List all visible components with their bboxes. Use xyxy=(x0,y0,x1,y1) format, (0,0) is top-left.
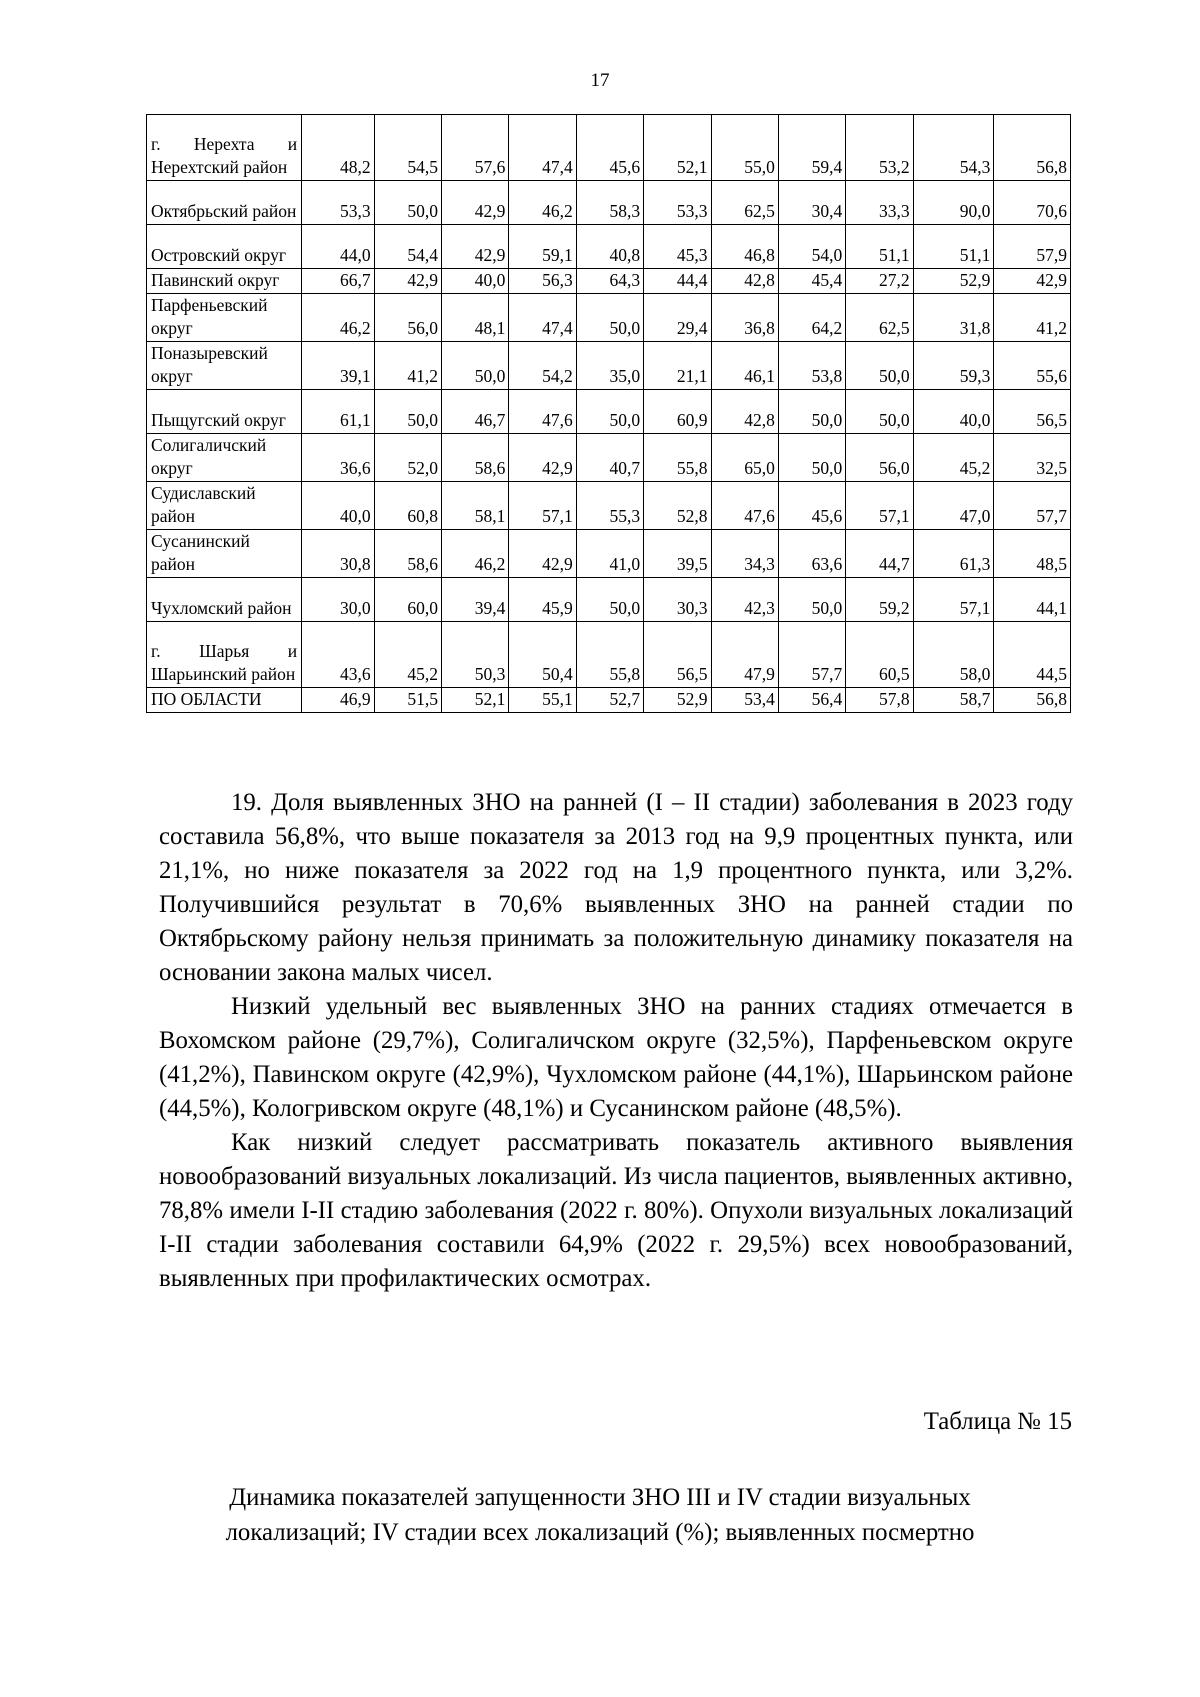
cell-value: 42,9 xyxy=(509,530,576,578)
cell-value: 55,8 xyxy=(576,622,643,688)
row-name: г. Нерехта и Нерехтский район xyxy=(147,115,302,181)
cell-value: 40,7 xyxy=(576,434,643,482)
cell-value: 48,1 xyxy=(442,294,509,342)
cell-value: 52,9 xyxy=(644,688,711,713)
cell-value: 41,0 xyxy=(576,530,643,578)
cell-value: 50,0 xyxy=(778,390,845,434)
table-row xyxy=(147,390,1071,434)
cell-value: 44,4 xyxy=(644,269,711,294)
cell-value: 51,1 xyxy=(846,225,913,269)
row-name: Поназыревский округ xyxy=(147,342,302,390)
cell-value: 44,0 xyxy=(302,225,374,269)
cell-value: 46,2 xyxy=(302,294,374,342)
cell-value: 47,4 xyxy=(509,294,576,342)
cell-value: 52,8 xyxy=(644,482,711,530)
cell-value: 56,5 xyxy=(994,390,1071,434)
cell-value: 50,0 xyxy=(778,434,845,482)
paragraph-low-share: Низкий удельный вес выявленных ЗНО на ранних стадиях отмечается в Вохомском районе (29,7%), Солигаличском округе (32,5%), Парфеньевском округе (41,2%), Павинском округе (42,9%), Чухломском районе (44,1%), Шарьинском районе (44,5%), Кологривском округе (48,1%) и Сусанинском районе (48,5%). xyxy=(159,993,1073,1122)
cell-value: 57,8 xyxy=(846,688,913,713)
cell-value: 52,1 xyxy=(442,688,509,713)
cell-value: 50,0 xyxy=(576,578,643,622)
cell-value: 61,3 xyxy=(913,530,994,578)
row-name: Чухломский район xyxy=(147,578,302,622)
cell-value: 53,4 xyxy=(711,688,778,713)
cell-value: 48,5 xyxy=(994,530,1071,578)
cell-value: 50,0 xyxy=(576,390,643,434)
table-row xyxy=(147,578,1071,622)
cell-value: 45,9 xyxy=(509,578,576,622)
cell-value: 56,0 xyxy=(846,434,913,482)
cell-value: 64,3 xyxy=(576,269,643,294)
cell-value: 40,0 xyxy=(442,269,509,294)
row-name: Парфеньевский округ xyxy=(147,294,302,342)
table-title-line: локализаций; IV стадии всех локализаций (%); выявленных посмертно xyxy=(225,1519,975,1546)
cell-value: 41,2 xyxy=(374,342,441,390)
cell-value: 45,4 xyxy=(778,269,845,294)
cell-value: 59,4 xyxy=(778,115,845,181)
cell-value: 56,8 xyxy=(994,115,1071,181)
cell-value: 21,1 xyxy=(644,342,711,390)
cell-value: 62,5 xyxy=(711,181,778,225)
cell-value: 64,2 xyxy=(778,294,845,342)
cell-value: 46,7 xyxy=(442,390,509,434)
cell-value: 52,7 xyxy=(576,688,643,713)
cell-value: 41,2 xyxy=(994,294,1071,342)
cell-value: 34,3 xyxy=(711,530,778,578)
cell-value: 35,0 xyxy=(576,342,643,390)
cell-value: 45,2 xyxy=(374,622,441,688)
cell-value: 65,0 xyxy=(711,434,778,482)
cell-value: 36,6 xyxy=(302,434,374,482)
cell-value: 58,7 xyxy=(913,688,994,713)
row-name: г. Шарья и Шарьинский район xyxy=(147,622,302,688)
table-row xyxy=(147,225,1071,269)
table-row xyxy=(147,342,1071,390)
cell-value: 43,6 xyxy=(302,622,374,688)
cell-value: 42,9 xyxy=(374,269,441,294)
cell-value: 50,0 xyxy=(778,578,845,622)
row-name: Островский округ xyxy=(147,225,302,269)
cell-value: 50,0 xyxy=(442,342,509,390)
cell-value: 53,2 xyxy=(846,115,913,181)
cell-value: 45,3 xyxy=(644,225,711,269)
table-row xyxy=(147,530,1071,578)
cell-value: 57,7 xyxy=(778,622,845,688)
cell-value: 44,1 xyxy=(994,578,1071,622)
cell-value: 54,4 xyxy=(374,225,441,269)
cell-value: 30,8 xyxy=(302,530,374,578)
paragraph-visual-localizations: Как низкий следует рассматривать показатель активного выявления новообразований визуальных локализаций. Из числа пациентов, выявленных активно, 78,8% имели I-II стадию заболевания (2022 г. 80%). Опухоли визуальных локализаций I-II стадии заболевания составили 64,9% (2022 г. 29,5%) всех новообразований, выявленных при профилактических осмотрах. xyxy=(159,1129,1073,1292)
row-name: Октябрьский район xyxy=(147,181,302,225)
row-name: Судиславский район xyxy=(147,482,302,530)
cell-value: 31,8 xyxy=(913,294,994,342)
cell-value: 54,5 xyxy=(374,115,441,181)
cell-value: 42,8 xyxy=(711,390,778,434)
cell-value: 30,3 xyxy=(644,578,711,622)
cell-value: 46,9 xyxy=(302,688,374,713)
cell-value: 50,4 xyxy=(509,622,576,688)
cell-value: 50,0 xyxy=(846,342,913,390)
cell-value: 46,8 xyxy=(711,225,778,269)
cell-value: 40,8 xyxy=(576,225,643,269)
cell-value: 53,3 xyxy=(302,181,374,225)
cell-value: 57,6 xyxy=(442,115,509,181)
row-name: Солигаличский округ xyxy=(147,434,302,482)
cell-value: 58,1 xyxy=(442,482,509,530)
cell-value: 45,6 xyxy=(778,482,845,530)
cell-value: 60,9 xyxy=(644,390,711,434)
table-title xyxy=(140,1480,1060,1550)
cell-value: 27,2 xyxy=(846,269,913,294)
cell-value: 30,0 xyxy=(302,578,374,622)
cell-value: 40,0 xyxy=(913,390,994,434)
cell-value: 52,9 xyxy=(913,269,994,294)
cell-value: 59,2 xyxy=(846,578,913,622)
cell-value: 52,1 xyxy=(644,115,711,181)
page-number: 17 xyxy=(590,70,610,91)
cell-value: 70,6 xyxy=(994,181,1071,225)
cell-value: 48,2 xyxy=(302,115,374,181)
cell-value: 55,1 xyxy=(509,688,576,713)
cell-value: 57,9 xyxy=(994,225,1071,269)
paragraph-19: 19. Доля выявленных ЗНО на ранней (I – II стадии) заболевания в 2023 году составила 56,8%, что выше показателя за 2013 год на 9,9 процентных пункта, или 21,1%, но ниже показателя за 2022 год на 1,9 процентного пункта, или 3,2%. Получившийся результат в 70,6% выявленных ЗНО на ранней стадии по Октябрьскому району нельзя принимать за положительную динамику показателя на основании закона малых чисел. xyxy=(159,789,1073,986)
cell-value: 47,0 xyxy=(913,482,994,530)
cell-value: 62,5 xyxy=(846,294,913,342)
table-row xyxy=(147,434,1071,482)
cell-value: 58,0 xyxy=(913,622,994,688)
cell-value: 58,3 xyxy=(576,181,643,225)
cell-value: 58,6 xyxy=(442,434,509,482)
cell-value: 60,5 xyxy=(846,622,913,688)
cell-value: 56,0 xyxy=(374,294,441,342)
cell-value: 46,2 xyxy=(509,181,576,225)
cell-value: 42,9 xyxy=(509,434,576,482)
cell-value: 59,1 xyxy=(509,225,576,269)
cell-value: 61,1 xyxy=(302,390,374,434)
cell-value: 46,1 xyxy=(711,342,778,390)
cell-value: 30,4 xyxy=(778,181,845,225)
cell-value: 47,9 xyxy=(711,622,778,688)
cell-value: 42,8 xyxy=(711,269,778,294)
cell-value: 60,0 xyxy=(374,578,441,622)
cell-value: 42,9 xyxy=(442,225,509,269)
cell-value: 45,2 xyxy=(913,434,994,482)
table-row xyxy=(147,622,1071,688)
cell-value: 52,0 xyxy=(374,434,441,482)
cell-value: 50,3 xyxy=(442,622,509,688)
cell-value: 33,3 xyxy=(846,181,913,225)
table-title-line: Динамика показателей запущенности ЗНО III и IV стадии визуальных xyxy=(229,1484,971,1511)
cell-value: 55,8 xyxy=(644,434,711,482)
table-row xyxy=(147,115,1071,181)
table-row xyxy=(147,482,1071,530)
cell-value: 47,6 xyxy=(711,482,778,530)
cell-value: 57,1 xyxy=(846,482,913,530)
table-row xyxy=(147,294,1071,342)
cell-value: 44,5 xyxy=(994,622,1071,688)
cell-value: 90,0 xyxy=(913,181,994,225)
cell-value: 57,7 xyxy=(994,482,1071,530)
cell-value: 50,0 xyxy=(374,181,441,225)
cell-value: 51,1 xyxy=(913,225,994,269)
cell-value: 55,0 xyxy=(711,115,778,181)
cell-value: 53,8 xyxy=(778,342,845,390)
cell-value: 50,0 xyxy=(576,294,643,342)
row-name: Пыщугский округ xyxy=(147,390,302,434)
cell-value: 55,6 xyxy=(994,342,1071,390)
cell-value: 51,5 xyxy=(374,688,441,713)
cell-value: 47,6 xyxy=(509,390,576,434)
cell-value: 39,1 xyxy=(302,342,374,390)
cell-value: 32,5 xyxy=(994,434,1071,482)
table-row xyxy=(147,688,1071,713)
cell-value: 54,2 xyxy=(509,342,576,390)
cell-value: 60,8 xyxy=(374,482,441,530)
cell-value: 50,0 xyxy=(374,390,441,434)
cell-value: 36,8 xyxy=(711,294,778,342)
row-name: Сусанинский район xyxy=(147,530,302,578)
cell-value: 56,4 xyxy=(778,688,845,713)
cell-value: 50,0 xyxy=(846,390,913,434)
cell-value: 44,7 xyxy=(846,530,913,578)
body-text xyxy=(159,786,1073,1296)
cell-value: 58,6 xyxy=(374,530,441,578)
cell-value: 45,6 xyxy=(576,115,643,181)
cell-value: 39,5 xyxy=(644,530,711,578)
table-row xyxy=(147,181,1071,225)
cell-value: 57,1 xyxy=(913,578,994,622)
cell-value: 53,3 xyxy=(644,181,711,225)
cell-value: 55,3 xyxy=(576,482,643,530)
cell-value: 56,8 xyxy=(994,688,1071,713)
cell-value: 42,9 xyxy=(442,181,509,225)
cell-value: 47,4 xyxy=(509,115,576,181)
cell-value: 40,0 xyxy=(302,482,374,530)
cell-value: 42,3 xyxy=(711,578,778,622)
cell-value: 66,7 xyxy=(302,269,374,294)
cell-value: 56,5 xyxy=(644,622,711,688)
table-row xyxy=(147,269,1071,294)
cell-value: 42,9 xyxy=(994,269,1071,294)
cell-value: 63,6 xyxy=(778,530,845,578)
cell-value: 39,4 xyxy=(442,578,509,622)
data-table xyxy=(146,114,1071,713)
row-name: Павинский округ xyxy=(147,269,302,294)
cell-value: 56,3 xyxy=(509,269,576,294)
table-caption: Таблица № 15 xyxy=(923,1408,1072,1435)
row-name: ПО ОБЛАСТИ xyxy=(147,688,302,713)
cell-value: 29,4 xyxy=(644,294,711,342)
cell-value: 54,0 xyxy=(778,225,845,269)
cell-value: 46,2 xyxy=(442,530,509,578)
table-body xyxy=(147,115,1071,713)
cell-value: 57,1 xyxy=(509,482,576,530)
cell-value: 54,3 xyxy=(913,115,994,181)
cell-value: 59,3 xyxy=(913,342,994,390)
